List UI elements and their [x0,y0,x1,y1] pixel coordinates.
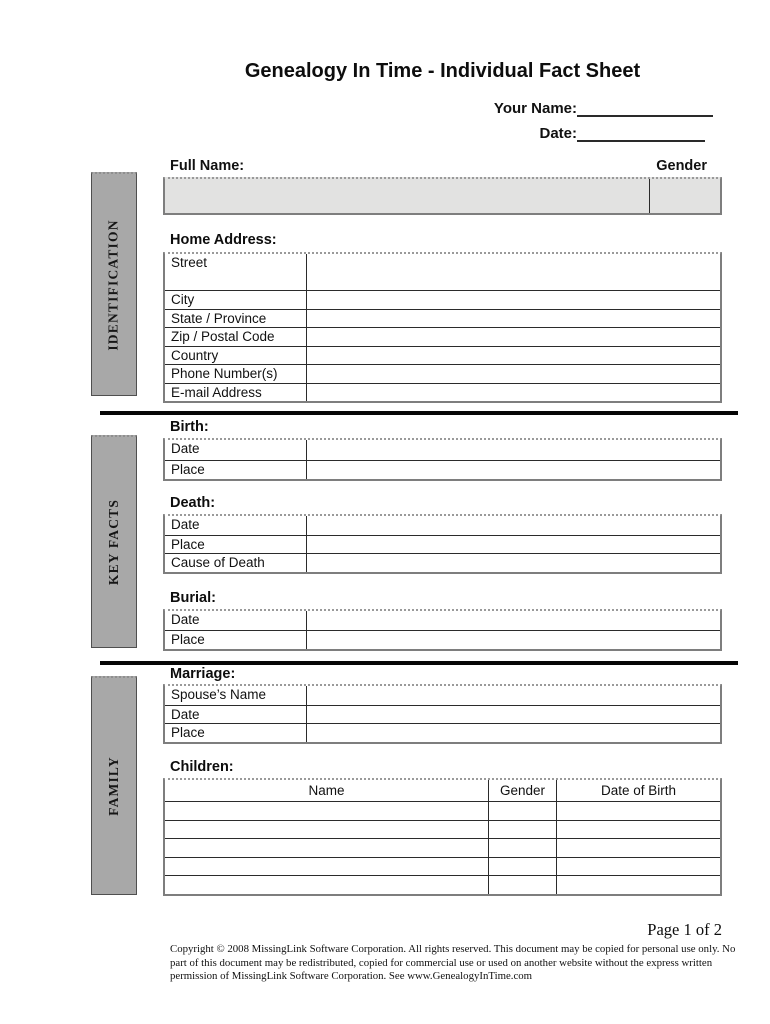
home-address-heading: Home Address: [170,232,277,248]
child-name-field[interactable] [165,858,488,876]
sidebar-tab-identification [91,172,137,396]
child-gender-field[interactable] [488,821,556,839]
table-row [165,364,720,383]
copyright-line: permission of MissingLink Software Corporation. See www.GenealogyInTime.com [170,970,533,982]
table-row [165,309,720,328]
children-empty-row [165,801,720,820]
table-row [165,630,720,649]
table-row [165,705,720,724]
marriage-table [163,684,722,744]
children-empty-row [165,838,720,857]
child-name-field[interactable] [165,821,488,839]
section-divider [100,661,738,665]
your-name-row [494,100,713,117]
child-gender-field[interactable] [488,802,556,820]
page-title: Genealogy In Time - Individual Fact Sheet [244,60,641,82]
phone-numbers-field[interactable] [307,365,720,383]
home-address-table [163,252,722,403]
table-row [165,611,720,630]
death-heading: Death: [170,495,216,511]
city-field[interactable] [307,291,720,309]
row-label-burial-date: Date [165,611,307,630]
row-label-zip-postal-code: Zip / Postal Code [165,328,307,346]
child-name-field[interactable] [165,839,488,857]
full-name-header-row [163,158,722,176]
your-name-label: Your Name: [493,100,577,117]
state-province-field[interactable] [307,310,720,328]
row-label-phone-numbers: Phone Number(s) [165,365,307,383]
street-field[interactable] [307,254,720,290]
row-label-marriage-date: Date [165,706,307,724]
children-table [163,778,722,896]
table-row [165,686,720,705]
child-dob-field[interactable] [556,802,720,820]
death-date-field[interactable] [307,516,720,535]
children-heading: Children: [170,759,234,775]
gender-label: Gender [656,158,707,174]
table-row [165,460,720,480]
spouse-name-field[interactable] [307,686,720,705]
column-header-date-of-birth: Date of Birth [556,780,720,801]
cause-of-death-field[interactable] [307,554,720,572]
row-label-spouse-name: Spouse’s Name [165,686,307,705]
burial-heading: Burial: [170,590,216,606]
full-name-field[interactable] [165,179,649,213]
table-row [165,290,720,309]
copyright-line: Copyright © 2008 MissingLink Software Corporation. All rights reserved. This document may be copied for personal use only. No [170,943,736,955]
child-gender-field[interactable] [488,858,556,876]
birth-heading: Birth: [170,419,209,435]
section-divider [100,411,738,415]
death-place-field[interactable] [307,536,720,554]
sidebar-tab-family [91,676,137,895]
row-label-death-place: Place [165,536,307,554]
table-row [165,383,720,402]
child-gender-field[interactable] [488,839,556,857]
page-indicator: Page 1 of 2 [647,920,722,939]
burial-place-field[interactable] [307,631,720,649]
copyright-line: part of this document may be redistributed, copied for commercial use or used on another website without the express written [170,956,713,969]
row-label-state-province: State / Province [165,310,307,328]
date-label: Date: [539,125,577,142]
child-dob-field[interactable] [556,821,720,839]
row-label-birth-place: Place [165,461,307,480]
children-empty-row [165,875,720,894]
table-row [165,440,720,460]
copyright-notice [170,943,738,984]
child-gender-field[interactable] [488,876,556,894]
zip-postal-code-field[interactable] [307,328,720,346]
child-dob-field[interactable] [556,876,720,894]
column-header-name: Name [308,783,345,798]
sidebar-tab-family-label: FAMILY [106,756,121,816]
marriage-date-field[interactable] [307,706,720,724]
marriage-place-field[interactable] [307,724,720,742]
child-name-field[interactable] [165,876,488,894]
children-empty-row [165,820,720,839]
table-row [165,553,720,572]
row-label-street: Street [165,254,307,290]
row-label-country: Country [165,347,307,365]
children-header-row [165,780,720,801]
date-blank-field[interactable] [577,125,705,142]
row-label-cause-of-death: Cause of Death [165,554,307,572]
burial-date-field[interactable] [307,611,720,630]
birth-date-field[interactable] [307,440,720,460]
marriage-heading: Marriage: [170,666,236,682]
email-address-field[interactable] [307,384,720,402]
row-label-birth-date: Date [165,440,307,460]
full-name-label: Full Name: [170,158,245,174]
date-row [539,125,705,142]
child-name-field[interactable] [165,802,488,820]
your-name-blank-field[interactable] [577,100,713,117]
row-label-email-address: E-mail Address [165,384,307,402]
row-label-burial-place: Place [165,631,307,649]
children-empty-row [165,857,720,876]
sidebar-tab-key-facts-label: KEY FACTS [106,498,121,586]
birth-place-field[interactable] [307,461,720,480]
full-name-box [163,177,722,215]
column-header-gender: Gender [488,780,556,801]
death-table [163,514,722,574]
table-row [165,516,720,535]
table-row [165,254,720,290]
row-label-death-date: Date [165,516,307,535]
child-dob-field[interactable] [556,858,720,876]
row-label-marriage-place: Place [165,724,307,742]
table-row [165,327,720,346]
sidebar-tab-identification-label: IDENTIFICATION [106,218,122,351]
sidebar-tab-key-facts [91,435,137,648]
table-row [165,535,720,554]
gender-field[interactable] [650,179,720,213]
burial-table [163,609,722,651]
country-field[interactable] [307,347,720,365]
row-label-city: City [165,291,307,309]
table-row [165,346,720,365]
birth-table [163,438,722,481]
child-dob-field[interactable] [556,839,720,857]
table-row [165,723,720,742]
